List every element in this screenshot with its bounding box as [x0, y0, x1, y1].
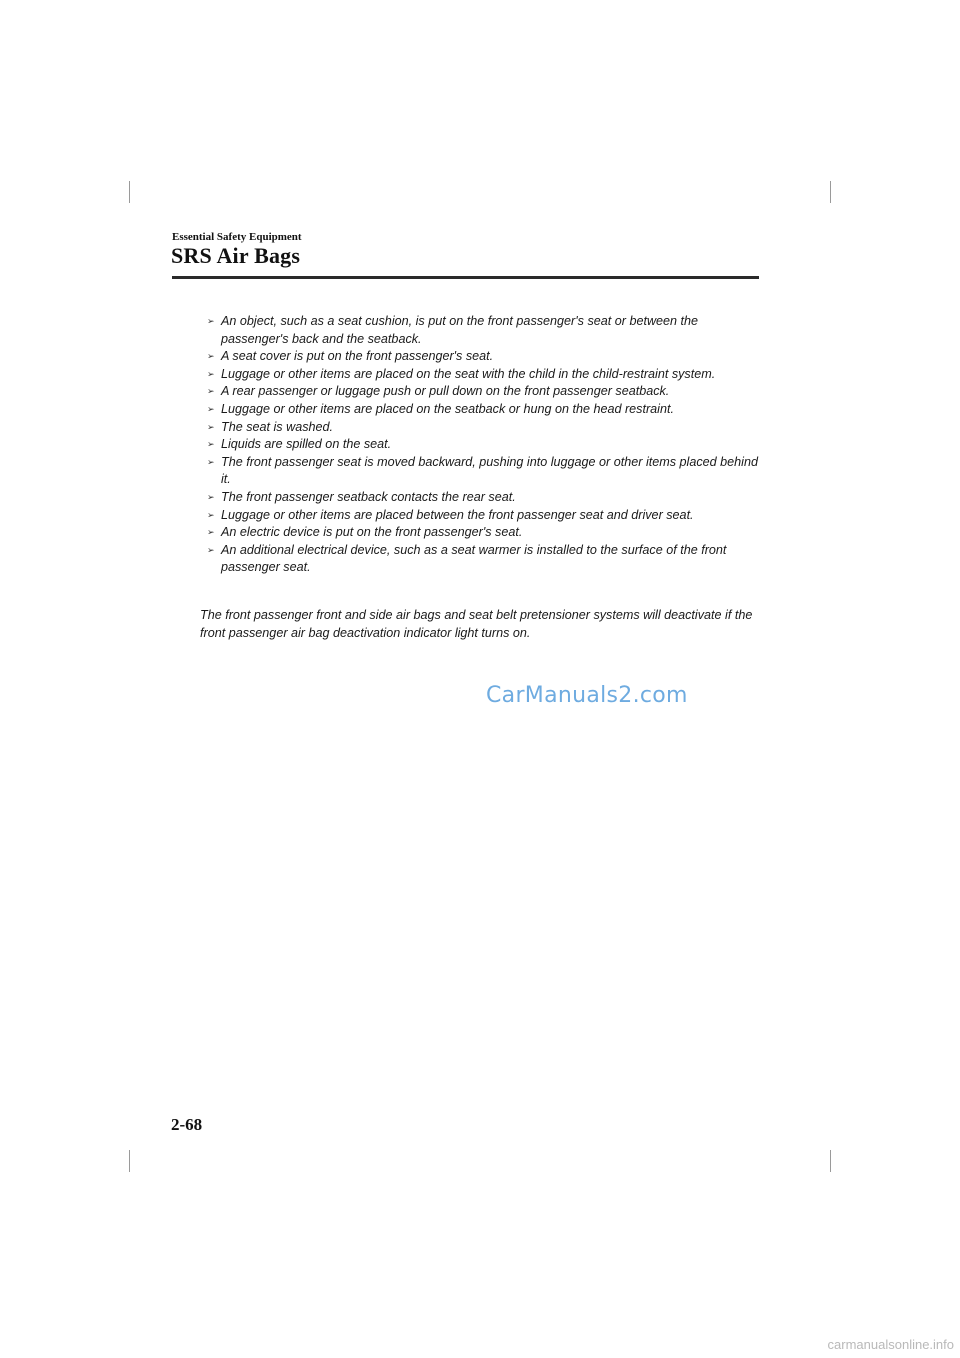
- arrow-bullet-icon: ➢: [207, 368, 215, 379]
- arrow-bullet-icon: ➢: [207, 509, 215, 520]
- list-item: [207, 507, 767, 525]
- list-item-text: An object, such as a seat cushion, is put on the front passenger's seat or between the passenger's back and the seatback.: [221, 314, 699, 346]
- list-item-text: The seat is washed.: [221, 419, 334, 434]
- list-item: [207, 366, 767, 384]
- watermark-logo: CarManuals2.com: [486, 683, 688, 708]
- list-item-text: The front passenger seatback contacts the rear seat.: [221, 489, 516, 504]
- list-item: [207, 436, 767, 454]
- crop-mark-bottom-right: [830, 1150, 831, 1172]
- arrow-bullet-icon: ➢: [207, 351, 215, 362]
- footer-watermark: carmanualsonline.info: [827, 1337, 954, 1352]
- arrow-bullet-icon: ➢: [207, 527, 215, 538]
- arrow-bullet-icon: ➢: [207, 421, 215, 432]
- arrow-bullet-icon: ➢: [207, 403, 215, 414]
- list-item-text: Liquids are spilled on the seat.: [221, 437, 392, 452]
- list-item-text: A rear passenger or luggage push or pull down on the front passenger seatback.: [221, 384, 670, 399]
- list-item-text: A seat cover is put on the front passenger's seat.: [221, 349, 494, 364]
- arrow-bullet-icon: ➢: [207, 439, 215, 450]
- section-label: Essential Safety Equipment: [172, 231, 302, 243]
- arrow-bullet-icon: ➢: [207, 456, 215, 467]
- list-item-text: An electric device is put on the front passenger's seat.: [221, 525, 523, 540]
- arrow-bullet-icon: ➢: [207, 544, 215, 555]
- list-item-text: Luggage or other items are placed between the front passenger seat and driver seat.: [221, 507, 694, 522]
- list-item: [207, 348, 767, 366]
- closing-paragraph: The front passenger front and side air bags and seat belt pretensioner systems will deactivate if the front passenger air bag deactivation indicator light turns on.: [200, 608, 753, 640]
- list-item: [207, 383, 767, 401]
- list-item-text: The front passenger seat is moved backward, pushing into luggage or other items placed behind it.: [221, 454, 758, 487]
- page-title: SRS Air Bags: [171, 243, 301, 268]
- list-item: [207, 419, 767, 437]
- condition-list: [207, 313, 767, 577]
- page-number: 2-68: [171, 1115, 203, 1134]
- list-item: [207, 542, 767, 577]
- list-item-text: Luggage or other items are placed on the seatback or hung on the head restraint.: [221, 401, 674, 416]
- arrow-bullet-icon: ➢: [207, 491, 215, 502]
- crop-mark-top-left: [129, 181, 130, 203]
- list-item-text: An additional electrical device, such as a seat warmer is installed to the surface of the front passenger seat.: [221, 542, 727, 575]
- list-item: [207, 401, 767, 419]
- list-item: [207, 524, 767, 542]
- crop-mark-top-right: [830, 181, 831, 203]
- list-item-text: Luggage or other items are placed on the seat with the child in the child-restraint system.: [221, 366, 716, 381]
- list-item: [207, 313, 767, 348]
- arrow-bullet-icon: ➢: [207, 386, 215, 397]
- list-item: [207, 454, 767, 489]
- crop-mark-bottom-left: [129, 1150, 130, 1172]
- title-rule: [172, 276, 759, 279]
- arrow-bullet-icon: ➢: [207, 316, 215, 326]
- list-item: [207, 489, 767, 507]
